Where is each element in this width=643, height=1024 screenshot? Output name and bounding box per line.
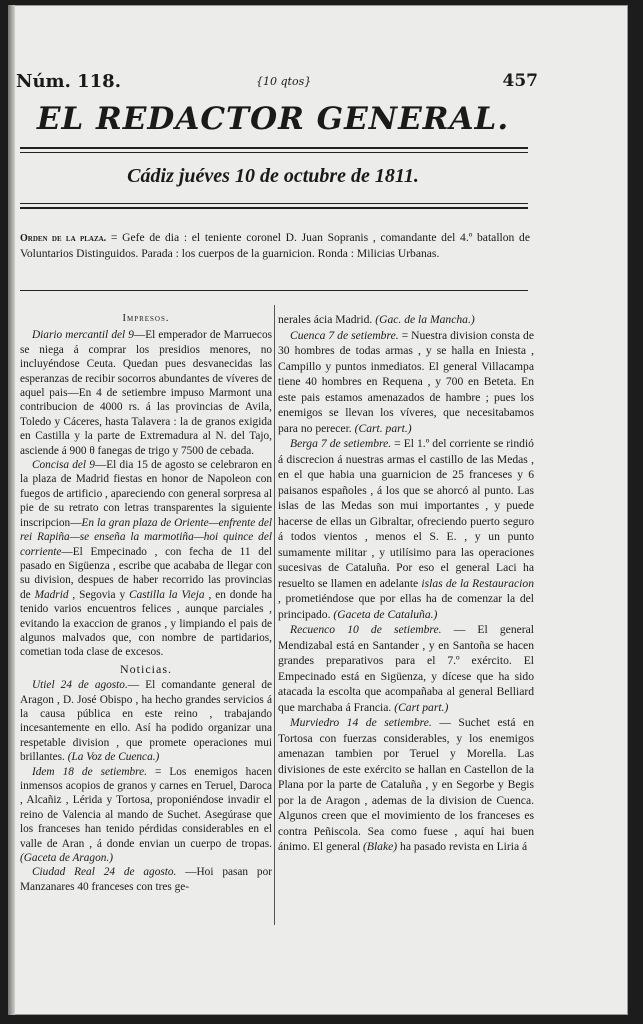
newspaper-title: EL REDACTOR GENERAL. — [36, 101, 510, 137]
article-idem — [20, 765, 272, 866]
garrison-order-text: = Gefe de dia : el teniente coronel D. Juan Sopranis , comandante del 4.º batallon de Voluntarios Distinguidos. Parada : los cuerpos de la guarnicion. Ronda : Milicias Urbanas. — [20, 231, 530, 260]
article-text: —El dia 15 de agosto se celebraron en la plaza de Madrid fiestas en honor de Napoleon con fuegos de artificio , apareciendo con general sorpresa al pie de su retrato con letras transparentes la siguiente inscripcion— — [20, 459, 272, 529]
heading-impresos: Impresos. — [122, 313, 170, 324]
article-berga — [278, 436, 534, 622]
article-citation: (Gaceta de Aragon.) — [20, 852, 113, 865]
article-quote: islas de la Restauracion — [421, 576, 534, 590]
article-text: nerales ácia Madrid. — [278, 313, 376, 326]
article-text: —El Empecinado , con fecha de 11 del pasado en Sigüenza , escribe que acababa de llegar con su division, despues de haber recorrido las provincias de — [20, 545, 272, 601]
article-ciudad-real — [20, 865, 272, 894]
article-source: Utiel 24 de agosto. — [32, 679, 128, 692]
article-source: Recuenco 10 de setiembre. — [290, 623, 442, 636]
issue-date: Cádiz juéves 10 de octubre de 1811. — [127, 165, 419, 187]
article-citation: (Cart. part.) — [354, 421, 412, 435]
article-text: = El 1.º del corriente se rindió á discrecion á nuestras armas el castillo de las Medas , en el que habia una guarnicion de 25 franceses y 6 paisanos españoles , á los que se ahorcó al punto. Las islas de las Medas son mui importantes , y puede hacerse de ellas un Gibraltar, ofreciendo puerto seguro á todos vientos , menos el S. E. , y un punto sumamente militar , y utilísimo para las operaciones sucesivas de Cataluña. Por eso el general Laci ha resuelto se llamen en adelante — [278, 437, 534, 590]
date-rule-thick — [20, 207, 528, 209]
title-rule-thin — [20, 152, 528, 153]
garrison-order-label: Orden de la plaza. — [20, 233, 107, 244]
section-rule — [20, 290, 528, 291]
article-quote: En la gran plaza de Oriente—enfrente del rei Rapiña—se enseña la marmotiña—hoi quince del corriente — [20, 516, 272, 558]
title-rule-thick — [20, 147, 528, 149]
article-source: Berga 7 de setiembre. — [290, 437, 392, 450]
article-text: —Hoi pasan por Manzanares 40 franceses con tres ge- — [20, 866, 272, 893]
article-concisa — [20, 458, 272, 660]
page-number: 457 — [502, 71, 538, 91]
article-text: — Suchet está en Tortosa con fuerzas considerables, y los enemigos amenazan tambien por Teruel y Morella. Las divisiones de este exército se hallan en Castellon de la Plana por la parte de Cataluña , y en Segorbe y Begis por la de Aragon , ademas de la division de Cuenca. Algunos creen que el movimiento de los franceses es contra Peñiscola. Sea como fuese , aquí hai buen ánimo. El general — [278, 716, 534, 853]
place-name: Madrid — [34, 588, 69, 601]
article-utiel — [20, 678, 272, 764]
article-text: ha pasado revista en Liria á — [397, 840, 528, 853]
article-murviedro — [278, 715, 534, 855]
article-continuation — [278, 312, 534, 328]
article-source: Cuenca 7 de setiembre. — [290, 328, 399, 342]
article-text: , en donde ha tenido varios encuentros felices , aunque parciales , evitando la exaccion de granos , y limpiando el pais de algunos malvados que, con nombre de partidarios, cometian toda clase de excesos. — [20, 588, 272, 659]
issue-price: {10 qtos} — [256, 75, 312, 88]
article-text: , Segovia y — [68, 588, 130, 601]
place-name: Castilla la Vieja — [129, 588, 205, 601]
article-text: = Nuestra division consta de 30 hombres de todas armas , y se halla en Iniesta , Campillo y puntos inmediatos. El general Villacampa tiene 40 hombres en Requena , y 700 en Beteta. En este pais estamos amenazados de hambre ; pues los enemigos se llevan los víveres, que necesitabamos para no perecer. — [278, 328, 534, 435]
article-citation: (La Voz de Cuenca.) — [67, 751, 160, 764]
article-source: Idem 18 de setiembre. — [32, 765, 147, 778]
article-source: Murviedro 14 de setiembre. — [290, 716, 432, 729]
article-diario-mercantil — [20, 328, 272, 458]
article-text: — El general Mendizabal está en Santander , y en Santoña se hacen grandes preparativos para el 7.º exército. El Empecinado está en Sigüenza, y dícese que ha sido atacada la escolta que acompañaba al general Belliard que marchaba á Francia. — [278, 623, 534, 714]
issue-number: Núm. 118. — [16, 71, 121, 92]
article-text: , prometiéndose que por ellas ha de comenzar la del principado. — [278, 592, 534, 621]
article-citation: (Gac. de la Mancha.) — [375, 313, 475, 326]
article-source: Diario mercantil del 9 — [32, 329, 134, 342]
article-citation: (Cart part.) — [394, 700, 449, 714]
left-column — [20, 312, 272, 894]
article-source: Concisa del 9 — [32, 459, 95, 472]
heading-noticias: Noticias. — [120, 661, 172, 676]
date-rule-thin — [20, 203, 528, 204]
article-text: = Los enemigos hacen inmensos acopios de granos y carnes en Teruel, Daroca , Alcañiz , Lérida y Tortosa, proponiéndose invadir el reino de Valencia al mando de Suchet. Asegúrase que los franceses han tenido pérdidas considerables en el valle de Aran , á donde envian un cuerpo de tropas. — [20, 765, 273, 850]
article-text: — El comandante general de Aragon , D. José Obispo , ha hecho grandes servicios á la causa pública en este reino , trabajando incesantemente en ello. Así ha podido organizar una respetable division , que promete operaciones mui brillantes. — [20, 679, 272, 764]
column-divider — [274, 305, 275, 925]
page-spine-shadow — [8, 5, 15, 1015]
article-text: —El emperador de Marruecos se niega á comprar los presidios menores, no incluyéndose Ceuta. Quedan pues desvanecidas las esperanzas de recibir socorros abundantes de víveres de aquel pais—En 4 de setiembre impuso Marmont una contribucion de 4000 rs. á las provincias de Avila, Toledo y Cáceres, hasta Talavera : la de granos exigida en Castilla y la parte de Extremadura al N. del Tajo, asciende á 900 θ fanegas de trigo y 7500 de cebada. — [20, 329, 272, 457]
person-name: (Blake) — [363, 840, 398, 853]
newspaper-page — [8, 5, 628, 1015]
article-cuenca — [278, 328, 534, 437]
article-source: Ciudad Real 24 de agosto. — [32, 866, 177, 879]
right-column — [278, 312, 534, 855]
garrison-order — [20, 230, 530, 261]
article-citation: (Gaceta de Cataluña.) — [333, 607, 438, 621]
masthead-header-line — [16, 71, 538, 93]
article-recuenco — [278, 622, 534, 715]
